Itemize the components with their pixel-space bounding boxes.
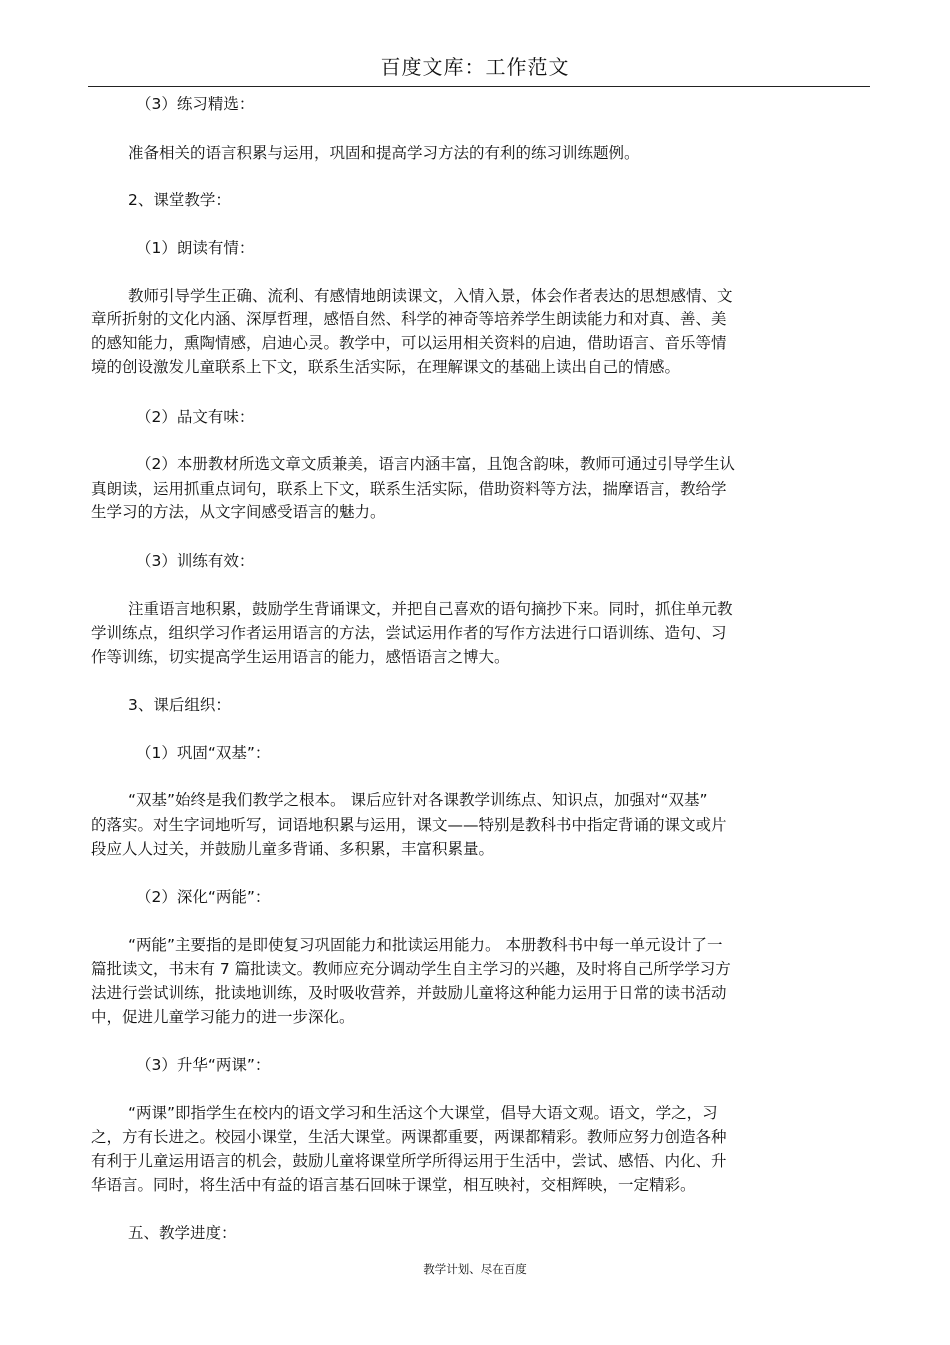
paragraph-line: （2）本册教材所选文章文质兼美，语言内涵丰富，且饱含韵味，教师可通过引导学生认 <box>136 455 735 473</box>
paragraph-line: 中，促进儿童学习能力的进一步深化。 <box>91 1008 355 1026</box>
subheading-training: （3）训练有效： <box>136 552 255 570</box>
paragraph-line: 段应人人过关，并鼓励儿童多背诵、多积累，丰富积累量。 <box>91 840 495 858</box>
paragraph-line: “两能”主要指的是即使复习巩固能力和批读运用能力。 本册教科书中每一单元设计了一 <box>128 936 723 954</box>
paragraph-line: 作等训练，切实提高学生运用语言的能力，感悟语言之博大。 <box>91 648 510 666</box>
paragraph-line: 的落实。对生字词地听写，词语地积累与运用，课文——特别是教科书中指定背诵的课文或片 <box>91 816 727 834</box>
paragraph-line: 之，方有长进之。校园小课堂，生活大课堂。两课都重要，两课都精彩。教师应努力创造各种 <box>91 1128 727 1146</box>
paragraph-line: 篇批读文，书末有 7 篇批读文。教师应充分调动学生自主学习的兴趣，及时将自己所学学习方 <box>91 960 731 978</box>
subheading-practice: （3）练习精选： <box>136 95 255 113</box>
subheading-taste: （2）品文有味： <box>136 408 255 426</box>
paragraph-line: 有利于儿童运用语言的机会，鼓励儿童将课堂所学所得运用于生活中，尝试、感悟、内化、升 <box>91 1152 727 1170</box>
paragraph-line: 注重语言地积累，鼓励学生背诵课文，并把自己喜欢的语句摘抄下来。同时，抓住单元教 <box>128 600 733 618</box>
section-heading-after-class: 3、课后组织： <box>128 696 231 714</box>
paragraph-line: “两课”即指学生在校内的语文学习和生活这个大课堂，倡导大语文观。语文，学之，习 <box>128 1104 718 1122</box>
header-divider <box>88 86 870 87</box>
paragraph-line: 真朗读，运用抓重点词句，联系上下文，联系生活实际，借助资料等方法，揣摩语言，教给学 <box>91 480 727 498</box>
page-footer: 教学计划、尽在百度 <box>423 1262 527 1276</box>
subheading-two-abilities: （2）深化“两能”： <box>136 888 271 906</box>
paragraph-line: “双基”始终是我们教学之根本。 课后应针对各课教学训练点、知识点，加强对“双基” <box>128 791 708 809</box>
paragraph-line: 生学习的方法，从文字间感受语言的魅力。 <box>91 503 386 521</box>
paragraph-line: 章所折射的文化内涵、深厚哲理，感悟自然、科学的神奇等培养学生朗读能力和对真、善、美 <box>91 310 727 328</box>
subheading-reading: （1）朗读有情： <box>136 239 255 257</box>
page-header-title: 百度文库：工作范文 <box>380 55 570 79</box>
paragraph-line: 法进行尝试训练，批读地训练，及时吸收营养，并鼓励儿童将这种能力运用于日常的读书活动 <box>91 984 727 1002</box>
subheading-double-basics: （1）巩固“双基”： <box>136 744 271 762</box>
paragraph-line: 的感知能力，熏陶情感，启迪心灵。教学中，可以运用相关资料的启迪，借助语言、音乐等情 <box>91 334 727 352</box>
subheading-two-classes: （3）升华“两课”： <box>136 1056 271 1074</box>
paragraph-line: 华语言。同时，将生活中有益的语言基石回味于课堂，相互映衬，交相辉映，一定精彩。 <box>91 1176 696 1194</box>
paragraph-line: 准备相关的语言积累与运用，巩固和提高学习方法的有利的练习训练题例。 <box>128 144 640 162</box>
paragraph-line: 学训练点，组织学习作者运用语言的方法，尝试运用作者的写作方法进行口语训练、造句、习 <box>91 624 727 642</box>
section-heading-classroom: 2、课堂教学： <box>128 191 231 209</box>
paragraph-line: 教师引导学生正确、流利、有感情地朗读课文，入情入景，体会作者表达的思想感情、文 <box>128 287 733 305</box>
paragraph-line: 境的创设激发儿童联系上下文，联系生活实际，在理解课文的基础上读出自己的情感。 <box>91 358 681 376</box>
section-heading-progress: 五、教学进度： <box>128 1224 237 1242</box>
